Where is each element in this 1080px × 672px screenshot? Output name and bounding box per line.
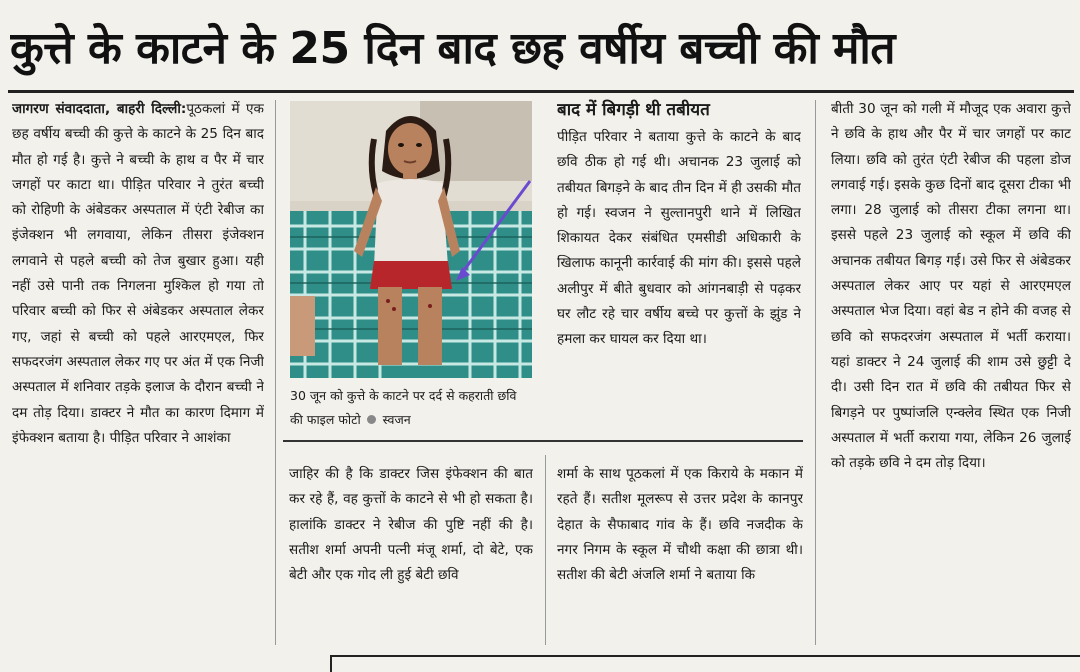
column-divider-right — [815, 100, 816, 645]
credit-bullet-icon — [367, 415, 376, 424]
column-divider-middle — [545, 455, 546, 645]
photo-credit: स्वजन — [382, 412, 411, 427]
news-photo — [290, 101, 532, 378]
col4-text: बीती 30 जून को गली में मौजूद एक अवारा कुत्ते ने छवि के हाथ और पैर में चार जगहों पर काट लिया। छवि को तुरंत एंटी रेबीज की पहला डोज लगवाई गई। इसके कुछ दिनों बाद दूसरा टीका भी लगा। 28 जुलाई को तीसरा टीका लगना था। इससे पहले 23 जुलाई को स्कूल में छवि की अचानक तबीयत बिगड़ गई। उसे फिर से अंबेडकर अस्पताल लेकर आए पर यहां से आरएमएल अस्पताल भेज दिया। वहां बेड न होने की वजह से छवि को सफदरजंग अस्पताल में भर्ती कराया। यहां डाक्टर ने 24 जुलाई की शाम उसे छुट्टी दे दी। उसी दिन रात में छवि की तबीयत फिर से बिगड़ने पर पुष्पांजलि एन्क्लेव स्थित एक निजी अस्पताल में भर्ती कराया गया, लेकिन 26 जुलाई को तड़के छवि ने दम तोड़ दिया। — [831, 101, 1071, 472]
next-article-box — [330, 655, 1080, 672]
article-column-4 — [831, 97, 1071, 643]
caption-text: 30 जून को कुत्ते के काटने पर दर्द से कहराती छवि की फाइल फोटो — [290, 388, 517, 427]
col1-text: पूठकलां में एक छह वर्षीय बच्ची की कुत्ते के काटने के 25 दिन बाद मौत हो गई है। कुत्ते ने बच्ची के हाथ व पैर में चार जगहों पर काटा था। पीड़ित परिवार ने तुरंत बच्ची को रोहिणी के अंबेडकर अस्पताल में एंटी रेबीज का इंजेक्शन भी लगवाया, लेकिन तीसरा इंजेक्शन लगवाने से पहले बच्ची को तेज बुखार हुआ। यही नहीं उसे पानी तक निगलना मुश्किल हो गया तो परिवार बच्ची को फिर से अंबेडकर अस्पताल लेकर गए, जहां से बच्ची को पहले आरएमएल, फिर सफदरजंग अस्पताल लेकर गए पर अंत में एक निजी अस्पताल में शनिवार तड़के इलाज के दौरान बच्ची ने दम तोड़ दिया। डाक्टर ने मौत का कारण दिमाग में इंफेक्शन बताया है। पीड़ित परिवार ने आशंका — [12, 101, 264, 446]
sidebar-text: पीड़ित परिवार ने बताया कुत्ते के काटने के बाद छवि ठीक हो गई थी। अचानक 23 जुलाई को तबीयत बिगड़ने के बाद तीन दिन में ही उसकी मौत हो गई। स्वजन ने सुल्तानपुरी थाने में लिखित शिकायत देकर संबंधित एमसीडी अधिकारी के खिलाफ कानूनी कार्रवाई की मांग की। इससे पहले अलीपुर में बीते बुधवार को आंगनबाड़ी से पढ़कर घर लौट रहे चार वर्षीय बच्चे पर कुत्तों के झुंड ने हमला कर घायल कर दिया था। — [557, 129, 801, 348]
article-column-1 — [12, 97, 264, 643]
sidebar-story — [557, 97, 801, 437]
headline: कुत्ते के काटने के 25 दिन बाद छह वर्षीय बच्ची की मौत — [10, 23, 895, 74]
headline-rule — [8, 90, 1074, 93]
col3-text: शर्मा के साथ पूठकलां में एक किराये के मकान में रहते हैं। सतीश मूलरूप से उत्तर प्रदेश के कानपुर देहात के सैफाबाद गांव के हैं। छवि नजदीक के नगर निगम के स्कूल में चौथी कक्षा की छात्रा थी। सतीश की बेटी अंजलि शर्मा ने बताया कि — [557, 466, 803, 584]
section-rule — [283, 440, 803, 442]
photo-caption — [290, 384, 532, 436]
column-divider — [275, 100, 276, 645]
col2-text: जाहिर की है कि डाक्टर जिस इंफेक्शन की बात कर रहे हैं, वह कुत्तों के काटने से भी हो सकता है। हालांकि डाक्टर ने रेबीज की पुष्टि नहीं की है। सतीश शर्मा अपनी पत्नी मंजू शर्मा, दो बेटे, एक बेटी और एक गोद ली हुई बेटी छवि — [289, 466, 533, 584]
sidebar-subhead: बाद में बिगड़ी थी तबीयत — [557, 100, 710, 120]
byline: जागरण संवाददाता, बाहरी दिल्ली: — [12, 101, 187, 117]
girl-photo-illustration — [290, 101, 532, 378]
article-column-3 — [557, 462, 803, 644]
article-column-2 — [289, 462, 533, 644]
